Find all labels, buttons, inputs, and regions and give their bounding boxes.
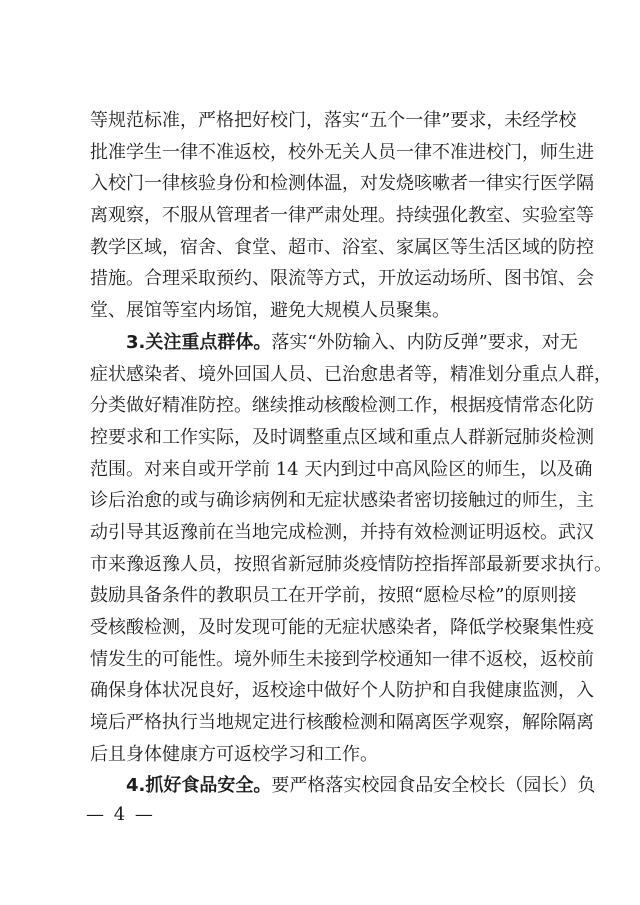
- text-line: 境后严格执行当地规定进行核酸检测和隔离医学观察，解除隔离: [90, 712, 594, 734]
- text-line: 动引导其返豫前在当地完成检测，并持有效检测证明返校。武汉: [90, 521, 594, 543]
- section-4-first-line: [90, 770, 596, 802]
- page-number: — 4 —: [86, 804, 155, 825]
- text-line: 堂、展馆等室内场馆，避免大规模人员聚集。: [90, 300, 450, 322]
- text-line: 后且身体健康方可返校学习和工作。: [90, 743, 378, 765]
- text-line: 分类做好精准防控。继续推动核酸检测工作，根据疫情常态化防: [90, 395, 594, 417]
- text-line: 离观察，不服从管理者一律严肃处理。持续强化教室、实验室等: [90, 205, 594, 227]
- text-line: 控要求和工作实际，及时调整重点区域和重点人群新冠肺炎检测: [90, 426, 594, 448]
- text-line: 市来豫返豫人员，按照省新冠肺炎疫情防控指挥部最新要求执行。: [90, 553, 612, 575]
- text-line: 教学区域，宿舍、食堂、超市、浴室、家属区等生活区域的防控: [90, 236, 594, 258]
- text-line: 等规范标准，严格把好校门，落实“五个一律”要求，未经学校: [90, 110, 577, 131]
- text-line: 措施。合理采取预约、限流等方式，开放运动场所、图书馆、会: [90, 268, 594, 290]
- section-3-first-line: [90, 327, 578, 359]
- text-line: 确保身体状况良好，返校途中做好个人防护和自我健康监测，入: [90, 680, 594, 702]
- text-line: 情发生的可能性。境外师生未接到学校通知一律不返校，返校前: [90, 648, 594, 670]
- section-3-heading: 3.关注重点群体。: [126, 331, 272, 353]
- section-3-first-line-text: 落实“外防输入、内防反弹”要求，对无: [271, 331, 578, 353]
- text-line: 受核酸检测，及时发现可能的无症状感染者，降低学校聚集性疫: [90, 617, 594, 638]
- text-line: 鼓励具备条件的教职员工在开学前，按照“愿检尽检”的原则接: [90, 585, 577, 607]
- section-4-first-line-text: 要严格落实校园食品安全校长（园长）负: [271, 775, 596, 797]
- body-text: [90, 105, 612, 802]
- text-line: 入校门一律核验身份和检测体温，对发烧咳嗽者一律实行医学隔: [90, 173, 594, 195]
- text-line: 批准学生一律不准返校，校外无关人员一律不准进校门，师生进: [90, 141, 594, 163]
- text-line: 诊后治愈的或与确诊病例和无症状感染者密切接触过的师生，主: [90, 490, 594, 512]
- text-line: 范围。对来自或开学前 14 天内到过中高风险区的师生，以及确: [90, 458, 593, 480]
- text-line: 症状感染者、境外回国人员、已治愈患者等，精准划分重点人群，: [90, 363, 612, 385]
- section-4-heading: 4.抓好食品安全。: [126, 775, 272, 797]
